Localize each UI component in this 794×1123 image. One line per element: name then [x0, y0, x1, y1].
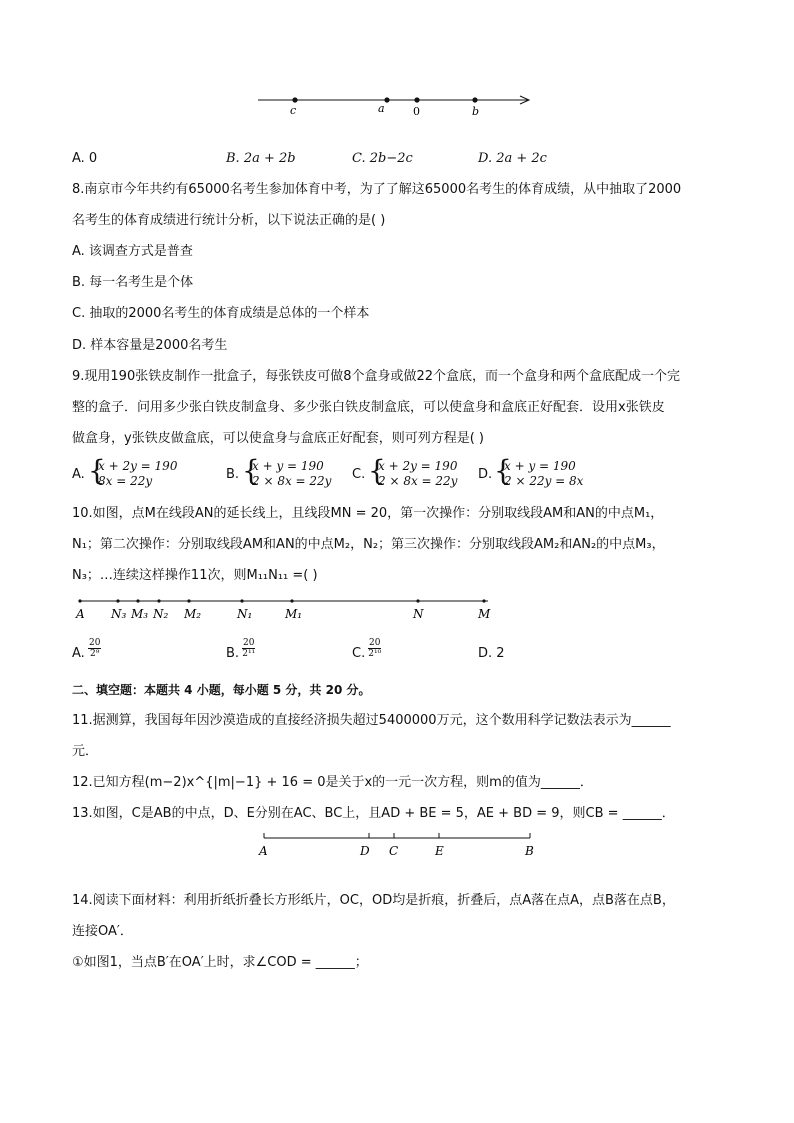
q10-stem-line3: N₃；…连续这样操作11次，则M₁₁N₁₁ =( )	[72, 568, 318, 583]
q13-label-C: C	[389, 844, 399, 858]
q10-stem-line1: 10.如图，点M在线段AN的延长线上，且线段MN = 20，第一次操作：分别取线段AM和AN的中点M₁，	[72, 506, 664, 521]
q8-stem-line2: 名考生的体育成绩进行统计分析，以下说法正确的是( )	[72, 213, 386, 228]
q7-option-d: D. 2a + 2c	[478, 151, 547, 166]
q7-option-c: C. 2b−2c	[352, 151, 413, 166]
q9-option-c-brace: {	[368, 454, 386, 487]
q10-option-b-fraction	[242, 638, 255, 659]
q9-option-a-eq2: 8x = 22y	[98, 474, 153, 488]
q9-option-b-eq1: x + y = 190	[252, 459, 324, 473]
q10-label-M3: M₃	[131, 607, 149, 621]
q9-option-a-label: A.	[72, 467, 85, 482]
q8-option-c: C. 抽取的2000名考生的体育成绩是总体的一个样本	[72, 306, 370, 321]
q11-stem-line2: 元．	[72, 744, 99, 759]
q13-label-D: D	[360, 844, 370, 858]
q10-option-a-denominator: 2⁹	[90, 649, 100, 659]
q13-stem: 13.如图，C是AB的中点，D、E分别在AC、BC上，且AD + BE = 5，AE + BD = 9，则CB = ______．	[72, 806, 675, 821]
q10-label-M1: M₁	[285, 607, 303, 621]
q10-label-M: M	[478, 607, 491, 621]
number-line-figure	[250, 88, 540, 122]
q10-option-b-numerator: 20	[243, 638, 255, 648]
numberline-label-0: 0	[413, 105, 420, 118]
q9-stem-line3: 做盒身，y张铁皮做盒底，可以使盒身与盒底正好配套，则可列方程是( )	[72, 431, 484, 446]
q10-option-c-fraction	[368, 638, 381, 659]
q10-label-A: A	[76, 607, 85, 621]
q10-label-N2: N₂	[153, 607, 169, 621]
q10-segment-figure	[72, 592, 502, 626]
q9-option-b-brace: {	[242, 454, 260, 487]
q9-option-b-label: B.	[226, 467, 240, 482]
q13-segment-figure	[255, 828, 545, 860]
q9-option-d-eq2: 2 × 22y = 8x	[504, 474, 584, 488]
q9-option-d-brace: {	[494, 454, 512, 487]
q13-label-E: E	[435, 844, 444, 858]
q10-option-c-denominator: 2¹⁰	[368, 649, 382, 659]
q9-option-c-eq2: 2 × 8x = 22y	[378, 474, 458, 488]
q13-label-A: A	[259, 844, 268, 858]
q10-option-d: D. 2	[478, 646, 505, 661]
q10-label-N: N	[413, 607, 424, 621]
section2-title: 二、填空题：本题共 4 小题，每小题 5 分，共 20 分。	[72, 683, 371, 697]
q14-stem-line1: 14.阅读下面材料：利用折纸折叠长方形纸片，OC，OD均是折痕，折叠后，点A落在点A，点B落在点B，	[72, 893, 675, 908]
q10-option-c-label: C.	[352, 646, 366, 661]
q9-option-c-label: C.	[352, 467, 366, 482]
q9-option-c-eq1: x + 2y = 190	[378, 459, 458, 473]
q10-option-a-label: A.	[72, 646, 85, 661]
numberline-label-c: c	[290, 104, 297, 117]
q10-option-b-denominator: 2¹¹	[242, 649, 256, 659]
q9-option-b-eq2: 2 × 8x = 22y	[252, 474, 332, 488]
q8-option-b: B. 每一名考生是个体	[72, 275, 194, 290]
q9-option-d-eq1: x + y = 190	[504, 459, 576, 473]
q10-option-c-numerator: 20	[369, 638, 381, 648]
q10-stem-line2: N₁；第二次操作：分别取线段AM和AN的中点M₂，N₂；第三次操作：分别取线段AM₂和AN₂的中点M₃，	[72, 537, 665, 552]
q10-option-a-fraction	[88, 638, 101, 659]
q14-stem-line3: ①如图1，当点B′在OA′上时，求∠COD = ______；	[72, 955, 368, 970]
q9-option-a-brace: {	[88, 454, 106, 487]
q9-option-a-eq1: x + 2y = 190	[98, 459, 178, 473]
q10-label-M2: M₂	[184, 607, 202, 621]
q11-stem-line1: 11.据测算，我国每年因沙漠造成的直接经济损失超过5400000万元，这个数用科学记数法表示为______	[72, 713, 671, 728]
q7-option-a: A. 0	[72, 151, 98, 166]
q8-option-a: A. 该调查方式是普查	[72, 244, 193, 259]
numberline-label-b: b	[472, 105, 480, 118]
q10-label-N1: N₁	[237, 607, 253, 621]
q10-option-a-numerator: 20	[89, 638, 101, 648]
q9-option-d-label: D.	[478, 467, 493, 482]
q10-option-b-label: B.	[226, 646, 240, 661]
numberline-label-a: a	[378, 102, 385, 115]
q12-stem: 12.已知方程(m−2)x^{|m|−1} + 16 = 0是关于x的一元一次方程，则m的值为______．	[72, 775, 593, 790]
q9-stem-line2: 整的盒子．问用多少张白铁皮制盒身、多少张白铁皮制盒底，可以使盒身和盒底正好配套．设用x张铁皮	[72, 400, 665, 415]
q10-label-N3: N₃	[111, 607, 127, 621]
q13-label-B: B	[525, 844, 534, 858]
q8-stem-line1: 8.南京市今年共约有65000名考生参加体育中考，为了了解这65000名考生的体育成绩，从中抽取了2000	[72, 182, 682, 197]
q14-stem-line2: 连接OA′．	[72, 924, 133, 939]
q8-option-d: D. 样本容量是2000名考生	[72, 338, 228, 353]
q7-option-b: B. 2a + 2b	[226, 151, 296, 166]
q9-stem-line1: 9.现用190张铁皮制作一批盒子，每张铁皮可做8个盒身或做22个盒底，而一个盒身和两个盒底配成一个完	[72, 369, 681, 384]
